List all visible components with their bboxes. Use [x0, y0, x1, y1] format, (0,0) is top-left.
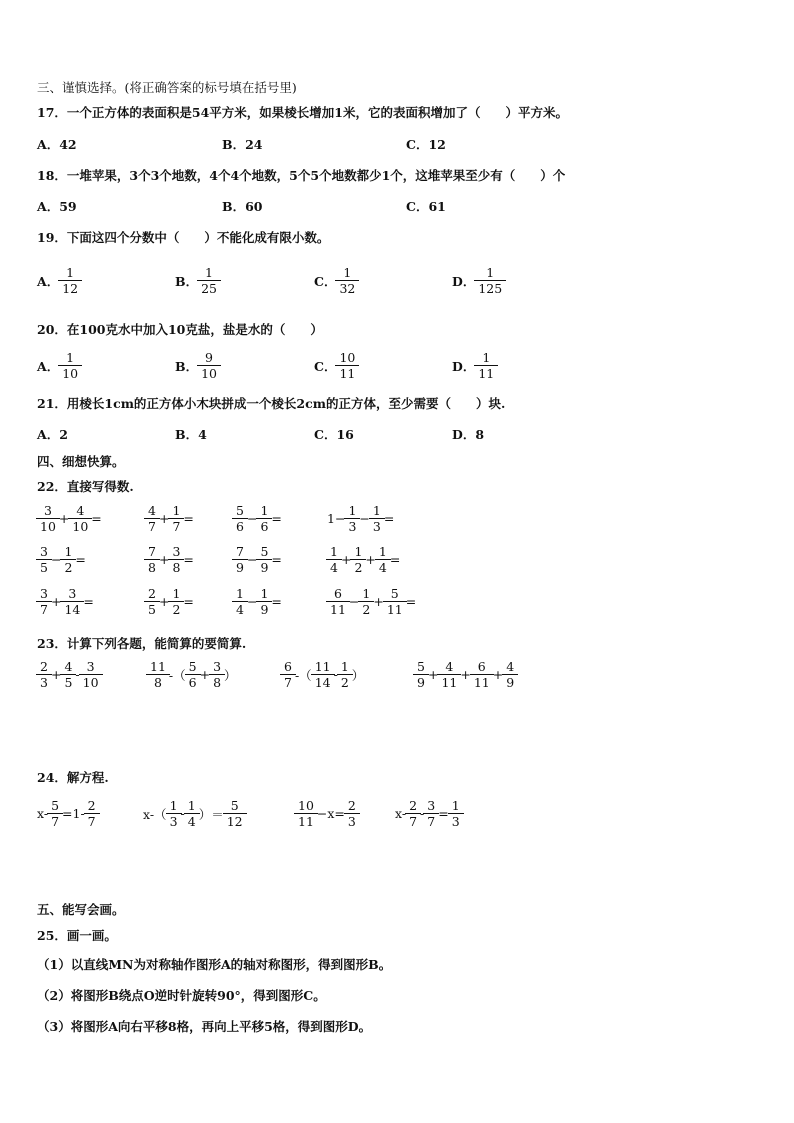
q20-stem: 20．在100克水中加入10克盐，盐是水的（ ）	[37, 322, 323, 337]
operator: =	[383, 511, 395, 526]
q23-expression	[414, 660, 517, 689]
operator: -（	[168, 667, 186, 683]
fraction: $\frac{2}{7}$	[86, 799, 98, 828]
q21-stem: 21．用棱长1cm的正方体小木块拼成一个棱长2cm的正方体，至少需要（ ）块.	[37, 396, 506, 411]
fraction: $\frac{1}{3}$	[168, 799, 180, 828]
operator: ）＝	[198, 806, 224, 822]
q19-option-a	[37, 266, 81, 295]
operator: 1−	[327, 511, 346, 526]
section3-title: 三、谨慎选择。(将正确答案的标号填在括号里)	[37, 80, 297, 95]
q22-expression	[233, 545, 282, 574]
fraction: $\frac{4}{9}$	[504, 660, 516, 689]
fraction: $\frac{3}{7}$	[425, 799, 437, 828]
operator: -	[420, 806, 425, 821]
fraction: $\frac{3}{10}$	[81, 660, 101, 689]
operator: x-（	[143, 806, 167, 822]
fraction: $\frac{7}{8}$	[146, 545, 158, 574]
q19-stem: 19．下面这四个分数中（ ）不能化成有限小数。	[37, 230, 330, 245]
q22-expression	[37, 587, 94, 616]
q22-expression	[327, 545, 400, 574]
q23-expression	[37, 660, 102, 689]
fraction: $\frac{1}{2}$	[352, 545, 364, 574]
q22-expression	[327, 504, 394, 533]
fraction: $\frac{10}{11}$	[296, 799, 316, 828]
operator: −	[348, 594, 360, 609]
operator: =1-	[62, 806, 85, 821]
fraction: $\frac{2}{3}$	[38, 660, 50, 689]
q24-equation	[37, 799, 99, 828]
option-label: A．	[37, 358, 60, 374]
operator: =	[438, 806, 449, 821]
section4-title: 四、细想快算。	[37, 454, 125, 469]
fraction: $\frac{5}{11}$	[385, 587, 405, 616]
operator: =	[91, 511, 102, 526]
fraction: $\frac{2}{3}$	[346, 799, 358, 828]
operator: +	[158, 552, 170, 567]
q20-option-c	[314, 351, 358, 380]
operator: =	[183, 552, 194, 567]
fraction: $\frac{5}{9}$	[258, 545, 270, 574]
q23-expression	[281, 660, 364, 689]
q22-expression	[145, 545, 194, 574]
operator: =	[389, 552, 401, 567]
operator: +	[373, 594, 384, 609]
fraction: $\frac{3}{8}$	[211, 660, 223, 689]
fraction: $\frac{1}{3}$	[371, 504, 383, 533]
option-label: B．	[175, 273, 199, 289]
q21-option-d: D．8	[452, 427, 485, 442]
q22-expression	[233, 587, 282, 616]
option-label: C．	[314, 358, 337, 374]
q21-option-c: C．16	[314, 427, 354, 442]
q20-option-d	[452, 351, 497, 380]
fraction: $\frac{1}{2}$	[339, 660, 351, 689]
fraction: $\frac{3}{5}$	[38, 545, 50, 574]
q22-stem: 22．直接写得数.	[37, 479, 134, 494]
q22-expression	[145, 504, 194, 533]
q17-option-a: A．42	[37, 137, 77, 152]
fraction: $\frac{1}{2}$	[170, 587, 182, 616]
operator: −	[246, 552, 258, 567]
operator: -	[180, 806, 185, 821]
operator: +	[427, 667, 439, 682]
q18-stem: 18．一堆苹果，3个3个地数，4个4个地数，5个5个地数都少1个，这堆苹果至少有（ ）个	[37, 168, 566, 183]
fraction: $\frac{11}{14}$	[313, 660, 333, 689]
operator: +	[199, 667, 211, 682]
operator: +	[158, 594, 170, 609]
fraction: $\frac{1}{7}$	[170, 504, 182, 533]
operator: -（	[294, 667, 312, 683]
fraction: $\frac{5}{7}$	[49, 799, 61, 828]
option-label: A．	[37, 273, 60, 289]
q18-option-b: B．60	[222, 199, 263, 214]
fraction: $\frac{2}{5}$	[146, 587, 158, 616]
q21-option-b: B．4	[175, 427, 207, 442]
operator: +	[492, 667, 504, 682]
q25-stem: 25．画一画。	[37, 928, 117, 943]
operator: +	[50, 594, 62, 609]
operator: =	[183, 511, 194, 526]
operator: −	[246, 511, 258, 526]
q24-equation	[395, 799, 463, 828]
q25-line-3: （3）将图形A向右平移8格，再向上平移5格，得到图形D。	[37, 1019, 372, 1034]
section5-title: 五、能写会画。	[37, 902, 125, 917]
operator: −	[50, 552, 62, 567]
q23-expression	[147, 660, 237, 689]
q17-option-c: C．12	[406, 137, 446, 152]
option-label: B．	[175, 358, 199, 374]
fraction: $\frac{2}{7}$	[407, 799, 419, 828]
operator: +	[340, 552, 352, 567]
fraction: $\frac{6}{11}$	[328, 587, 348, 616]
option-label: D．	[452, 358, 476, 374]
fraction: $\frac{6}{7}$	[282, 660, 294, 689]
fraction: $\frac{1}{3}$	[450, 799, 462, 828]
fraction: $\frac{10}{11}$	[337, 351, 357, 380]
fraction: $\frac{7}{9}$	[234, 545, 246, 574]
fraction: $\frac{1}{4}$	[328, 545, 340, 574]
fraction: $\frac{1}{11}$	[476, 351, 496, 380]
operator: -	[75, 667, 80, 682]
fraction: $\frac{3}{8}$	[170, 545, 182, 574]
q25-line-1: （1）以直线MN为对称轴作图形A的轴对称图形，得到图形B。	[37, 957, 392, 972]
q21-option-a: A．2	[37, 427, 68, 442]
operator: +	[460, 667, 471, 682]
q25-line-2: （2）将图形B绕点O逆时针旋转90°，得到图形C。	[37, 988, 326, 1003]
q20-option-b	[175, 351, 220, 380]
fraction: $\frac{1}{4}$	[377, 545, 389, 574]
operator: ）	[224, 667, 237, 683]
operator: x-	[395, 806, 407, 821]
fraction: $\frac{5}{9}$	[415, 660, 427, 689]
fraction: $\frac{4}{11}$	[439, 660, 459, 689]
operator: =	[75, 552, 86, 567]
fraction: $\frac{1}{4}$	[186, 799, 198, 828]
operator: +	[50, 667, 62, 682]
fraction: $\frac{1}{10}$	[60, 351, 80, 380]
fraction: $\frac{4}{5}$	[62, 660, 74, 689]
q22-expression	[327, 587, 416, 616]
operator: −x=	[316, 806, 345, 821]
q18-option-c: C．61	[406, 199, 446, 214]
operator: −	[359, 511, 370, 526]
operator: =	[271, 552, 282, 567]
option-label: C．	[314, 273, 337, 289]
operator: =	[183, 594, 194, 609]
operator: =	[271, 511, 282, 526]
fraction: $\frac{1}{4}$	[234, 587, 246, 616]
operator: =	[271, 594, 282, 609]
q17-stem: 17．一个正方体的表面积是54平方米，如果棱长增加1米，它的表面积增加了（ ）平方米。	[37, 105, 568, 120]
operator: x-	[37, 806, 49, 821]
fraction: $\frac{1}{125}$	[476, 266, 504, 295]
fraction: $\frac{1}{6}$	[258, 504, 270, 533]
q19-option-b	[175, 266, 220, 295]
operator: =	[405, 594, 417, 609]
option-label: D．	[452, 273, 476, 289]
q22-expression	[145, 587, 194, 616]
operator: +	[365, 552, 376, 567]
fraction: $\frac{9}{10}$	[199, 351, 219, 380]
q19-option-d	[452, 266, 505, 295]
q19-option-c	[314, 266, 358, 295]
q24-stem: 24．解方程.	[37, 770, 109, 785]
operator: +	[158, 511, 170, 526]
fraction: $\frac{1}{2}$	[62, 545, 74, 574]
q18-option-a: A．59	[37, 199, 77, 214]
q24-equation	[295, 799, 359, 828]
q23-stem: 23．计算下列各题，能简算的要简算.	[37, 636, 247, 651]
operator: ）	[351, 667, 365, 683]
operator: -	[333, 667, 338, 682]
q24-equation	[143, 799, 246, 828]
fraction: $\frac{3}{7}$	[38, 587, 50, 616]
fraction: $\frac{1}{25}$	[199, 266, 219, 295]
q17-option-b: B．24	[222, 137, 263, 152]
q20-option-a	[37, 351, 81, 380]
operator: =	[83, 594, 94, 609]
fraction: $\frac{11}{8}$	[148, 660, 168, 689]
fraction: $\frac{4}{10}$	[70, 504, 90, 533]
fraction: $\frac{6}{11}$	[472, 660, 492, 689]
q22-expression	[37, 504, 102, 533]
fraction: $\frac{3}{14}$	[62, 587, 82, 616]
fraction: $\frac{5}{6}$	[234, 504, 246, 533]
fraction: $\frac{4}{7}$	[146, 504, 158, 533]
fraction: $\frac{1}{12}$	[60, 266, 80, 295]
fraction: $\frac{5}{12}$	[225, 799, 245, 828]
operator: +	[58, 511, 70, 526]
q22-expression	[233, 504, 282, 533]
fraction: $\frac{1}{9}$	[258, 587, 270, 616]
fraction: $\frac{3}{10}$	[38, 504, 58, 533]
q22-expression	[37, 545, 86, 574]
operator: −	[246, 594, 258, 609]
fraction: $\frac{1}{32}$	[337, 266, 357, 295]
fraction: $\frac{1}{3}$	[346, 504, 358, 533]
fraction: $\frac{1}{2}$	[360, 587, 372, 616]
fraction: $\frac{5}{6}$	[187, 660, 199, 689]
